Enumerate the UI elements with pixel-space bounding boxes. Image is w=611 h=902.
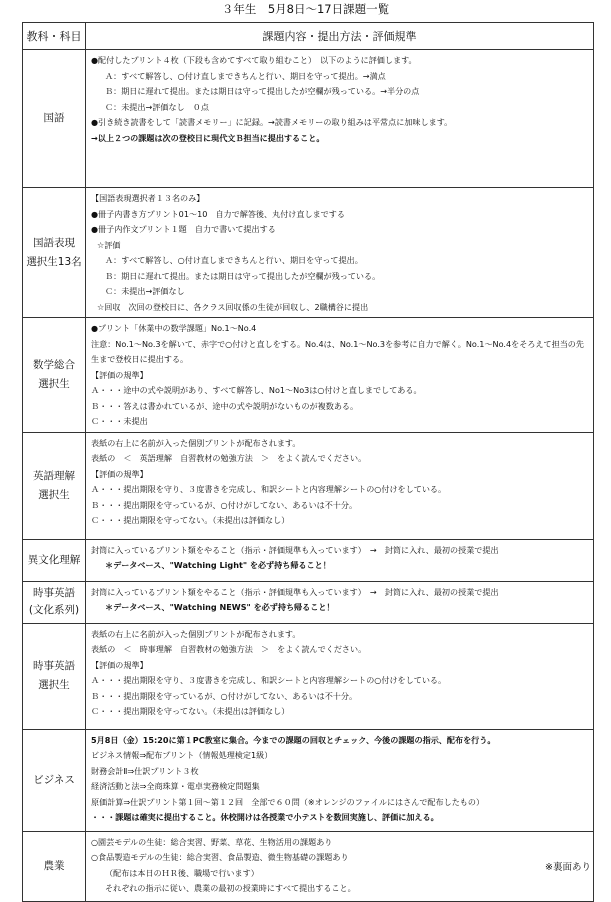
content-cell [86, 50, 594, 188]
content-line: ●冊子内書き方プリント01～10 自力で解答後、丸付け直しまでする [91, 208, 345, 219]
content-line: Ｃ：未提出→評価なし [105, 286, 185, 296]
table-row [23, 539, 594, 581]
subject-cell [23, 188, 86, 318]
content-cell [86, 432, 594, 539]
content-line: 財務会計Ⅱ⇒仕訳プリント３枚 [91, 765, 199, 776]
content-line: 表紙の右上に名前が入った個別プリントが配布されます。 [91, 437, 301, 448]
content-cell [86, 581, 594, 623]
content-line: Ａ・・・途中の式や説明があり、すべて解答し、No1～No3は○付けと直しまでしてある。 [91, 385, 422, 395]
content-line: Ｂ・・・提出期限を守っているが、○付けがしてない、あるいは不十分。 [91, 499, 358, 510]
page-title: ３年生 5月8日～17日課題一覧 [221, 2, 390, 16]
subject-name: (文化系列) [28, 604, 80, 616]
content-cell [86, 831, 594, 901]
content-line: 表紙の ＜ 時事理解 自習教材の勉強方法 ＞ をよく読んでください。 [91, 644, 367, 654]
content-line: Ｂ・・・答えは書かれているが、途中の式や説明がないものが複数ある。 [91, 400, 359, 411]
content-line: →以上２つの課題は次の登校日に現代文Ｂ担当に提出すること。 [91, 132, 325, 143]
subject-cell [23, 581, 86, 623]
content-line: ○園芸モデルの生徒：総合実習、野菜、草花、生物活用の課題あり [91, 836, 333, 847]
content-line: 【評価の規準】 [91, 369, 148, 380]
content-line: Ｂ・・・提出期限を守っているが、○付けがしてない、あるいは不十分。 [91, 690, 358, 701]
content-line: Ａ：すべて解答し、○付け直しまできちんと行い、期日を守って提出。→満点 [105, 70, 386, 81]
content-line: ●プリント「休業中の数学課題」No.1～No.4 [91, 323, 257, 333]
content-cell [86, 729, 594, 831]
content-line: Ｃ・・・提出期限を守ってない。（未提出は評価なし） [91, 706, 290, 716]
subject-name: 国語 [43, 112, 65, 124]
content-line: 封筒に入っているプリント類をやること（指示・評価規準も入っています） → 封筒に入れ、最初の授業で提出 [91, 544, 499, 555]
table-row [23, 581, 594, 623]
content-line: ☆評価 [97, 239, 121, 250]
subject-name: 国語表現 [33, 236, 75, 249]
footer-note: ※裏面あり [545, 862, 591, 873]
content-line: ＊データベース、"Watching NEWS" を必ず持ち帰ること！ [105, 602, 335, 612]
subject-cell [23, 50, 86, 188]
subject-name: 英語理解 [33, 469, 75, 482]
content-line: ・・・課題は確実に提出すること。休校開けは各授業で小テストを数回実施し、評価に加える。 [91, 812, 439, 822]
subject-cell [23, 623, 86, 729]
subject-cell [23, 831, 86, 901]
content-cell [86, 539, 594, 581]
content-line: 5月8日（金）15:20に第１PC教室に集合。今までの課題の回収とチェック、今後の課題の指示、配布を行う。 [91, 734, 496, 745]
table-row [23, 729, 594, 831]
content-line: Ａ・・・提出期限を守り、３度書きを完成し、和訳シートと内容理解シートの○付けをしている。 [91, 484, 447, 494]
subject-cell [23, 432, 86, 539]
content-line: Ａ・・・提出期限を守り、３度書きを完成し、和訳シートと内容理解シートの○付けをしている。 [91, 675, 447, 685]
content-cell [86, 188, 594, 318]
content-line: ○食品製造モデルの生徒：総合実習、食品製造、微生物基礎の課題あり [91, 852, 349, 862]
subject-cell [23, 539, 86, 581]
table-row [23, 318, 594, 433]
subject-name: 時事英語 [33, 660, 75, 672]
content-line: Ｂ：期日に遅れて提出。または期日は守って提出したが空欄が残っている。→半分の点 [105, 86, 420, 96]
table-row [23, 50, 594, 188]
table-row [23, 831, 594, 901]
content-cell [86, 623, 594, 729]
content-line: それぞれの指示に従い、農業の最初の授業時にすべて提出すること。 [105, 883, 356, 893]
subject-cell [23, 318, 86, 433]
table-row [23, 623, 594, 729]
table-row [23, 432, 594, 539]
content-line: （配布は本日のＨＲ後、職場で行います） [105, 867, 259, 878]
subject-name: 選択生 [38, 679, 70, 691]
content-line: 【国語表現選択者１３名のみ】 [91, 193, 205, 203]
assignment-table [22, 22, 594, 902]
content-line: ●冊子内作文プリント１題 自力で書いて提出する [91, 224, 276, 234]
subject-name: 異文化理解 [27, 553, 81, 566]
content-line: ビジネス情報⇒配布プリント（情報処理検定1級） [91, 750, 273, 760]
header-content: 課題内容・提出方法・評価規準 [86, 23, 594, 50]
content-line: 表紙の右上に名前が入った個別プリントが配布されます。 [91, 628, 301, 639]
subject-name: 数学総合 [33, 358, 75, 371]
content-line: 【評価の規準】 [91, 468, 148, 479]
subject-name: 農業 [43, 859, 65, 872]
subject-name: 時事英語 [33, 587, 75, 599]
content-line: ●引き続き読書をして「読書メモリー」に記録。→読書メモリーの取り組みは平常点に加味します。 [91, 117, 453, 127]
content-line: ●配付したプリント４枚（下段も含めてすべて取り組むこと） 以下のように評価します。 [91, 55, 417, 65]
content-line: Ｂ：期日に遅れて提出。または期日は守って提出したが空欄が残っている。 [105, 270, 381, 281]
content-line: 【評価の規準】 [91, 659, 148, 670]
content-line: Ｃ・・・提出期限を守ってない。（未提出は評価なし） [91, 515, 290, 525]
content-line: 表紙の ＜ 英語理解 自習教材の勉強方法 ＞ をよく読んでください。 [91, 453, 367, 463]
content-line: 経済活動と法⇒全商珠算・電卓実務検定問題集 [91, 781, 260, 791]
content-line: 注意：No.1～No.3を解いて、赤字で○付けと直しをする。No.4は、No.1～No.3を参考に自力で解く。No.1～No.4をそろえて担当の先生まで登校日に提出する。 [91, 338, 584, 364]
content-line: Ａ：すべて解答し、○付け直しまできちんと行い、期日を守って提出。 [105, 255, 363, 265]
content-line: 原価計算⇒仕訳プリント第１回～第１２回 全部で６０問（※オレンジのファイルにはさんで配布したもの） [91, 796, 485, 807]
subject-name: 選択生 [38, 377, 70, 390]
content-cell [86, 318, 594, 433]
content-line: ☆回収 次回の登校日に、各クラス回収係の生徒が回収し、2職構谷に提出 [97, 301, 369, 312]
content-line: Ｃ・・・未提出 [91, 416, 148, 426]
subject-name: ビジネス [33, 773, 75, 786]
content-line: 封筒に入っているプリント類をやること（指示・評価規準も入っています） → 封筒に入れ、最初の授業で提出 [91, 586, 499, 597]
subject-name: 選択生13名 [26, 255, 82, 268]
content-line: ＊データベース、"Watching Light" を必ず持ち帰ること！ [105, 560, 331, 570]
table-header-row [23, 23, 594, 50]
content-line: Ｃ：未提出→評価なし ０点 [105, 101, 209, 112]
subject-name: 選択生 [38, 488, 70, 501]
subject-cell [23, 729, 86, 831]
table-row [23, 188, 594, 318]
header-subject: 教科・科目 [23, 23, 86, 50]
